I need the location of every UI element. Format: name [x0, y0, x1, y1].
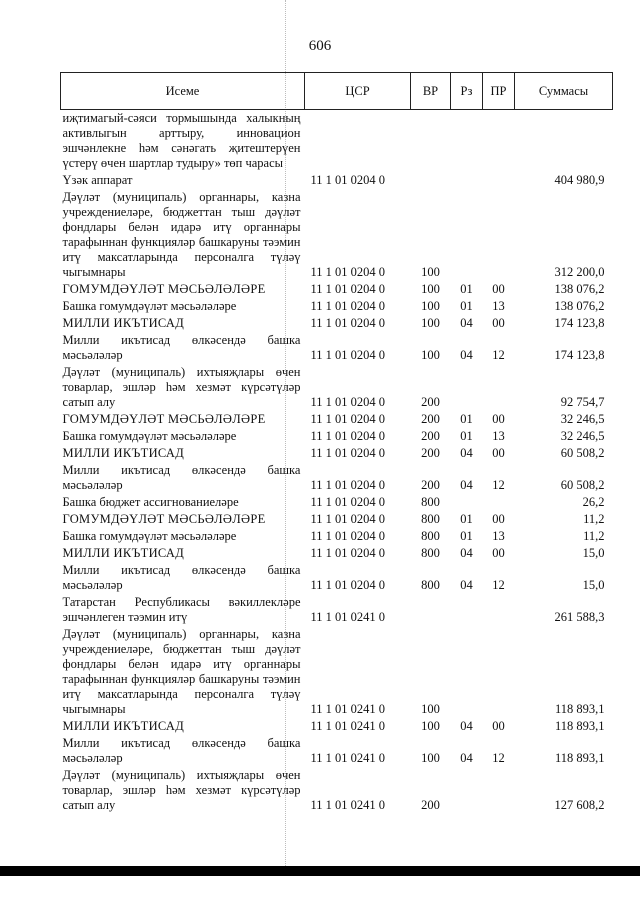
cell-name: Башка гомумдәүләт мәсьәләләре [62, 529, 237, 543]
cell-rz: 04 [460, 478, 473, 492]
cell-sum: 26,2 [582, 495, 605, 509]
cell-csr: 11 1 01 0241 0 [310, 702, 386, 716]
cell-rz: 01 [460, 512, 473, 526]
table-row [61, 494, 613, 511]
cell-sum: 174 123,8 [554, 316, 605, 330]
cell-csr: 11 1 01 0204 0 [310, 512, 386, 526]
cell-name: МИЛЛИ ИКЪТИСАД [62, 316, 185, 330]
cell-vr [411, 110, 451, 173]
table-body [61, 110, 613, 815]
cell-csr: 11 1 01 0204 0 [310, 546, 386, 560]
header-csr: ЦСР [305, 73, 411, 110]
table-row [61, 545, 613, 562]
cell-sum: 118 893,1 [554, 751, 605, 765]
cell-rz [451, 189, 483, 281]
cell-csr: 11 1 01 0204 0 [310, 316, 386, 330]
cell-csr: 11 1 01 0204 0 [310, 529, 386, 543]
cell-sum: 32 246,5 [560, 412, 605, 426]
cell-rz [451, 172, 483, 189]
cell-sum: 127 608,2 [554, 798, 605, 812]
cell-sum: 138 076,2 [554, 282, 605, 296]
cell-pr [483, 110, 515, 173]
cell-sum: 118 893,1 [554, 719, 605, 733]
cell-sum: 60 508,2 [560, 446, 605, 460]
cell-sum: 118 893,1 [554, 702, 605, 716]
header-name: Исеме [61, 73, 305, 110]
table-row [61, 511, 613, 528]
cell-vr: 200 [421, 412, 440, 426]
cell-vr: 200 [421, 429, 440, 443]
cell-pr [483, 594, 515, 626]
cell-name: Башка бюджет ассигнованиеләре [62, 495, 239, 509]
table-row [61, 594, 613, 626]
table-row [61, 298, 613, 315]
cell-rz: 01 [460, 429, 473, 443]
table-row [61, 735, 613, 767]
cell-name: Башка гомумдәүләт мәсьәләләре [62, 429, 237, 443]
cell-pr [483, 364, 515, 411]
cell-csr: 11 1 01 0204 0 [310, 348, 386, 362]
cell-sum: 404 980,9 [554, 173, 605, 187]
cell-pr: 12 [492, 478, 505, 492]
cell-csr: 11 1 01 0204 0 [310, 265, 386, 279]
cell-csr: 11 1 01 0204 0 [310, 495, 386, 509]
cell-name: МИЛЛИ ИКЪТИСАД [62, 546, 185, 560]
cell-vr [411, 172, 451, 189]
cell-rz: 04 [460, 546, 473, 560]
cell-vr: 800 [421, 512, 440, 526]
cell-vr: 200 [421, 478, 440, 492]
cell-name: Дәүләт (муниципаль) органнары, казна учреждениеләре, бюджеттан тыш дәүләт фондлары белән идарә итү органнары тарафыннан функцияләр башкаруны тәэмин итү максатларында персоналга түләү чыгымнары [62, 627, 301, 716]
cell-sum: 32 246,5 [560, 429, 605, 443]
cell-pr: 00 [492, 316, 505, 330]
cell-csr: 11 1 01 0204 0 [310, 412, 386, 426]
cell-csr: 11 1 01 0204 0 [310, 173, 386, 187]
table-row [61, 364, 613, 411]
cell-rz [451, 594, 483, 626]
cell-pr: 12 [492, 578, 505, 592]
cell-sum: 15,0 [582, 546, 605, 560]
cell-name: Милли икътисад өлкәсендә башка мәсьәләләр [62, 736, 301, 765]
cell-vr: 800 [421, 495, 440, 509]
table-row [61, 528, 613, 545]
cell-vr: 100 [421, 348, 440, 362]
table-row [61, 445, 613, 462]
cell-pr [483, 767, 515, 814]
cell-vr: 100 [421, 719, 440, 733]
cell-csr [305, 110, 411, 173]
cell-csr: 11 1 01 0204 0 [310, 429, 386, 443]
cell-rz: 04 [460, 348, 473, 362]
table-row [61, 718, 613, 735]
cell-pr [483, 494, 515, 511]
cell-pr: 00 [492, 512, 505, 526]
cell-rz [451, 364, 483, 411]
cell-vr: 200 [421, 446, 440, 460]
cell-sum: 92 754,7 [560, 395, 605, 409]
cell-name: Үзәк аппарат [62, 173, 133, 187]
table-row [61, 462, 613, 494]
cell-sum: 261 588,3 [554, 610, 605, 624]
cell-pr: 13 [492, 299, 505, 313]
cell-pr: 00 [492, 282, 505, 296]
table-row [61, 411, 613, 428]
table-row [61, 172, 613, 189]
cell-name: Дәүләт (муниципаль) ихтыяҗлары өчен товарлар, эшләр һәм хезмәт күрсәтүләр сатып алу [62, 365, 301, 409]
cell-sum: 15,0 [582, 578, 605, 592]
cell-rz: 01 [460, 412, 473, 426]
cell-vr: 100 [421, 265, 440, 279]
table-row [61, 281, 613, 298]
cell-name: Татарстан Республикасы вәкиллекләре эшчәнлеген тәэмин итү [62, 595, 301, 624]
cell-csr: 11 1 01 0204 0 [310, 299, 386, 313]
cell-rz: 04 [460, 719, 473, 733]
cell-pr: 12 [492, 751, 505, 765]
cell-pr: 00 [492, 546, 505, 560]
cell-rz: 04 [460, 751, 473, 765]
table-row [61, 428, 613, 445]
cell-pr: 00 [492, 412, 505, 426]
cell-sum: 11,2 [583, 512, 605, 526]
cell-vr: 100 [421, 316, 440, 330]
table-row [61, 332, 613, 364]
table-row [61, 562, 613, 594]
cell-sum: 11,2 [583, 529, 605, 543]
page-number: 606 [308, 38, 332, 54]
cell-rz: 01 [460, 282, 473, 296]
cell-csr: 11 1 01 0204 0 [310, 478, 386, 492]
table-row [61, 626, 613, 718]
cell-pr [483, 626, 515, 718]
cell-pr: 00 [492, 719, 505, 733]
cell-vr: 800 [421, 546, 440, 560]
cell-csr: 11 1 01 0241 0 [310, 798, 386, 812]
cell-vr: 100 [421, 702, 440, 716]
cell-csr: 11 1 01 0241 0 [310, 751, 386, 765]
cell-vr: 100 [421, 282, 440, 296]
cell-name: Дәүләт (муниципаль) ихтыяҗлары өчен товарлар, эшләр һәм хезмәт күрсәтүләр сатып алу [62, 768, 301, 812]
cell-name: иҗтимагый-сәяси тормышында халыкның активлыгын арттыру, инновацион эшчәнлекне һәм сәнәгать җитештерүен үстерү өчен шартлар тудыру» төп чарасы [62, 111, 301, 170]
cell-vr: 200 [421, 395, 440, 409]
header-sum: Суммасы [515, 73, 613, 110]
cell-name: МИЛЛИ ИКЪТИСАД [62, 446, 185, 460]
cell-csr: 11 1 01 0204 0 [310, 282, 386, 296]
cell-pr: 12 [492, 348, 505, 362]
cell-sum: 312 200,0 [554, 265, 605, 279]
cell-csr: 11 1 01 0204 0 [310, 395, 386, 409]
cell-rz [451, 110, 483, 173]
cell-sum [515, 110, 613, 173]
table-row [61, 110, 613, 173]
cell-rz: 01 [460, 529, 473, 543]
table-row [61, 189, 613, 281]
cell-name: Милли икътисад өлкәсендә башка мәсьәләләр [62, 563, 301, 592]
cell-name: Милли икътисад өлкәсендә башка мәсьәләләр [62, 463, 301, 492]
cell-name: ГОМУМДӘҮЛӘТ МӘСЬӘЛӘЛӘРЕ [62, 412, 266, 426]
cell-csr: 11 1 01 0241 0 [310, 719, 386, 733]
cell-name: Милли икътисад өлкәсендә башка мәсьәләләр [62, 333, 301, 362]
header-vr: ВР [411, 73, 451, 110]
table-row [61, 315, 613, 332]
cell-name: Дәүләт (муниципаль) органнары, казна учреждениеләре, бюджеттан тыш дәүләт фондлары белән идарә итү органнары тарафыннан функцияләр башкаруны тәэмин итү максатларында персоналга түләү чыгымнары [62, 190, 301, 279]
cell-name: МИЛЛИ ИКЪТИСАД [62, 719, 185, 733]
cell-pr: 00 [492, 446, 505, 460]
table-header-row [61, 73, 613, 110]
cell-pr [483, 189, 515, 281]
cell-vr [411, 594, 451, 626]
table-row [61, 767, 613, 814]
cell-sum: 60 508,2 [560, 478, 605, 492]
cell-name: ГОМУМДӘҮЛӘТ МӘСЬӘЛӘЛӘРЕ [62, 512, 266, 526]
cell-vr: 100 [421, 299, 440, 313]
cell-rz [451, 767, 483, 814]
cell-name: ГОМУМДӘҮЛӘТ МӘСЬӘЛӘЛӘРЕ [62, 282, 266, 296]
cell-sum: 174 123,8 [554, 348, 605, 362]
cell-pr: 13 [492, 429, 505, 443]
cell-csr: 11 1 01 0204 0 [310, 446, 386, 460]
cell-pr [483, 172, 515, 189]
cell-rz: 04 [460, 578, 473, 592]
cell-vr: 100 [421, 751, 440, 765]
cell-sum: 138 076,2 [554, 299, 605, 313]
cell-name: Башка гомумдәүләт мәсьәләләре [62, 299, 237, 313]
header-pr: ПР [483, 73, 515, 110]
cell-rz [451, 626, 483, 718]
cell-vr: 800 [421, 529, 440, 543]
header-rz: Рз [451, 73, 483, 110]
cell-rz: 04 [460, 316, 473, 330]
scan-bottom-edge [0, 866, 640, 876]
budget-table [60, 72, 613, 814]
cell-rz [451, 494, 483, 511]
cell-rz: 04 [460, 446, 473, 460]
cell-rz: 01 [460, 299, 473, 313]
cell-vr: 800 [421, 578, 440, 592]
cell-csr: 11 1 01 0241 0 [310, 610, 386, 624]
cell-vr: 200 [421, 798, 440, 812]
cell-pr: 13 [492, 529, 505, 543]
cell-csr: 11 1 01 0204 0 [310, 578, 386, 592]
